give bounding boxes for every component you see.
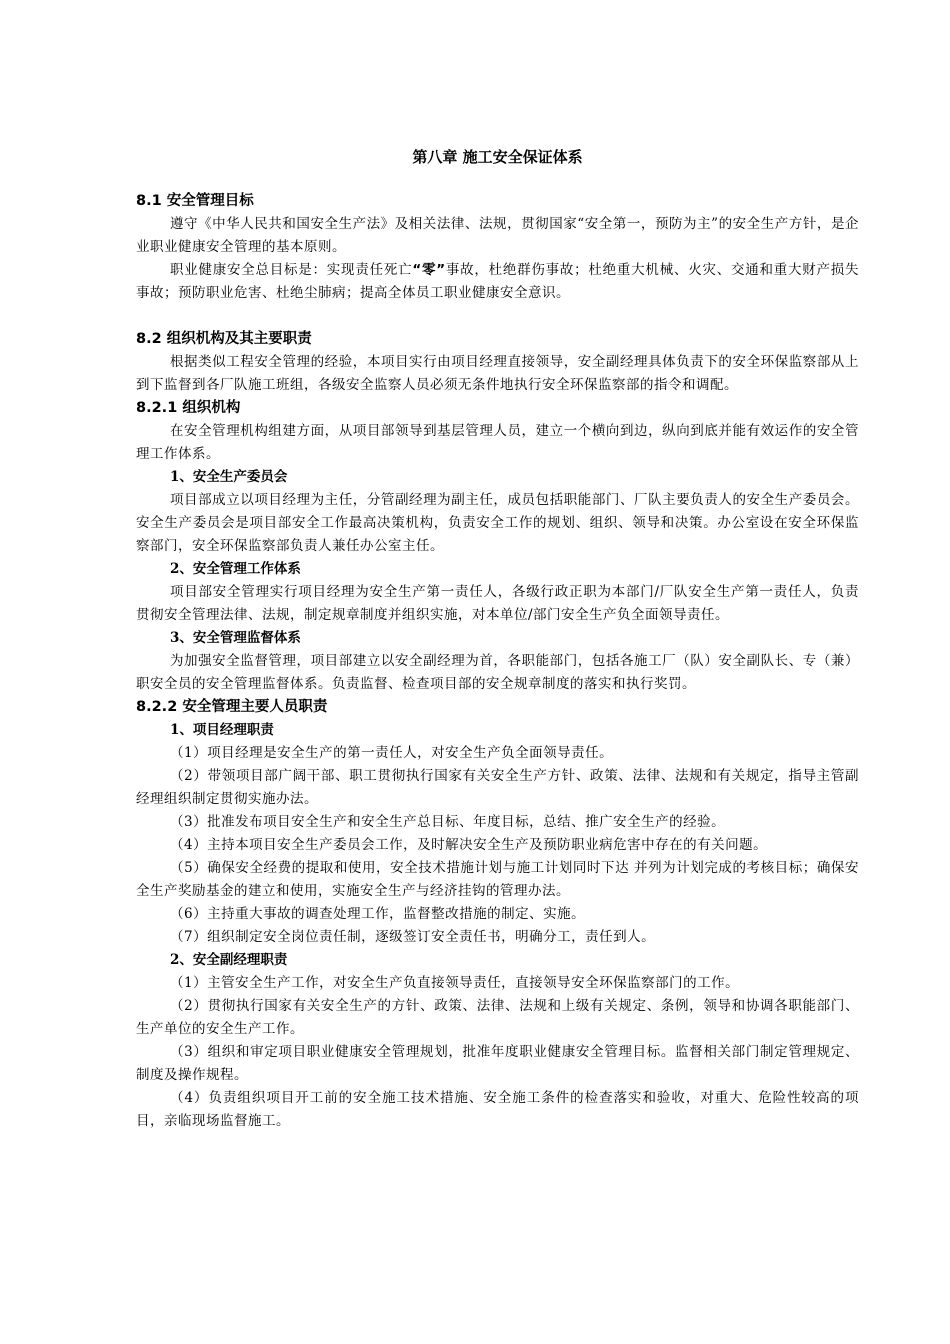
list-item: （5）确保安全经费的提取和使用，安全技术措施计划与施工计划同时下达 并列为计划完成的考核目标；确保安全生产奖励基金的建立和使用，实施安全生产与经济挂钩的管理办法。 (136, 860, 859, 899)
safety-supervision-heading: 3、安全管理监督体系 (170, 630, 301, 646)
zero-emphasis: “零” (412, 262, 446, 278)
list-item: （6）主持重大事故的调查处理工作，监督整改措施的制定、实施。 (170, 906, 586, 922)
section-gap (136, 305, 859, 328)
document-content (136, 145, 859, 1133)
section-8-1-paragraph-2 (136, 259, 859, 305)
section-8-2-paragraph: 根据类似工程安全管理的经验，本项目实行由项目经理直接领导，安全副经理具体负责下的安全环保监察部从上到下监督到各厂队施工班组，各级安全监察人员必须无条件地执行安全环保监察部的指令和调配。 (136, 354, 859, 393)
section-8-2-1-paragraph: 在安全管理机构组建方面，从项目部领导到基层管理人员，建立一个横向到边，纵向到底并能有效运作的安全管理工作体系。 (136, 423, 859, 462)
section-8-1-heading: 8.1 安全管理目标 (136, 193, 254, 209)
safety-work-system-paragraph: 项目部安全管理实行项目经理为安全生产第一责任人，各级行政正职为本部门/厂队安全生产第一责任人，负责贯彻安全管理法律、法规，制定规章制度并组织实施，对本单位/部门安全生产负全面领导责任。 (136, 584, 859, 623)
safety-supervision-paragraph: 为加强安全监督管理，项目部建立以安全副经理为首，各职能部门，包括各施工厂（队）安全副队长、专（兼）职安全员的安全管理监督体系。负责监督、检查项目部的安全规章制度的落实和执行奖罚。 (136, 653, 859, 692)
list-item: （4）负责组织项目开工前的安全施工技术措施、安全施工条件的检查落实和验收，对重大、危险性较高的项目，亲临现场监督施工。 (136, 1090, 859, 1129)
chapter-title: 第八章 施工安全保证体系 (412, 148, 583, 166)
list-item: （2）带领项目部广阔干部、职工贯彻执行国家有关安全生产方针、政策、法律、法规和有关规定，指导主管副经理组织制定贯彻实施办法。 (136, 768, 859, 807)
safety-committee-paragraph: 项目部成立以项目经理为主任，分管副经理为副主任，成员包括职能部门、厂队主要负责人的安全生产委员会。安全生产委员会是项目部安全工作最高决策机构，负责安全工作的规划、组织、领导和决策。办公室设在安全环保监察部门，安全环保监察部负责人兼任办公室主任。 (136, 492, 859, 554)
list-item: （1）主管安全生产工作，对安全生产负直接领导责任，直接领导安全环保监察部门的工作。 (170, 975, 740, 991)
paragraph-text: 职业健康安全总目标是：实现责任死亡 (170, 262, 413, 278)
list-item: （1）项目经理是安全生产的第一责任人，对安全生产负全面领导责任。 (170, 745, 614, 761)
list-item: （7）组织制定安全岗位责任制，逐级签订安全责任书，明确分工，责任到人。 (170, 929, 656, 945)
safety-work-system-heading: 2、安全管理工作体系 (170, 561, 301, 577)
safety-committee-heading: 1、安全生产委员会 (170, 469, 288, 485)
list-item: （4）主持本项目安全生产委员会工作，及时解决安全生产及预防职业病危害中存在的有关问题。 (170, 837, 768, 853)
list-item: （3）组织和审定项目职业健康安全管理规划，批准年度职业健康安全管理目标。监督相关部门制定管理规定、制度及操作规程。 (136, 1044, 859, 1083)
list-item: （3）批准发布项目安全生产和安全生产总目标、年度目标，总结、推广安全生产的经验。 (170, 814, 726, 830)
section-8-2-heading: 8.2 组织机构及其主要职责 (136, 331, 312, 347)
list-item: （2）贯彻执行国家有关安全生产的方针、政策、法律、法规和上级有关规定、条例，领导和协调各职能部门、生产单位的安全生产工作。 (136, 998, 859, 1037)
section-8-2-1-heading: 8.2.1 组织机构 (136, 400, 241, 416)
project-manager-duties-heading: 1、项目经理职责 (170, 722, 274, 738)
section-8-1-paragraph-1: 遵守《中华人民共和国安全生产法》及相关法律、法规，贯彻国家“安全第一，预防为主”的安全生产方针，是企业职业健康安全管理的基本原则。 (136, 216, 859, 255)
section-8-2-2-heading: 8.2.2 安全管理主要人员职责 (136, 699, 328, 715)
deputy-manager-duties-heading: 2、安全副经理职责 (170, 952, 288, 968)
paragraph-text: 事故，杜绝群伤事故；杜绝重大机械、火灾、交通和重大财产损失事故；预防职业危害、杜绝尘肺病；提高全体员工职业健康安全意识。 (136, 262, 860, 301)
